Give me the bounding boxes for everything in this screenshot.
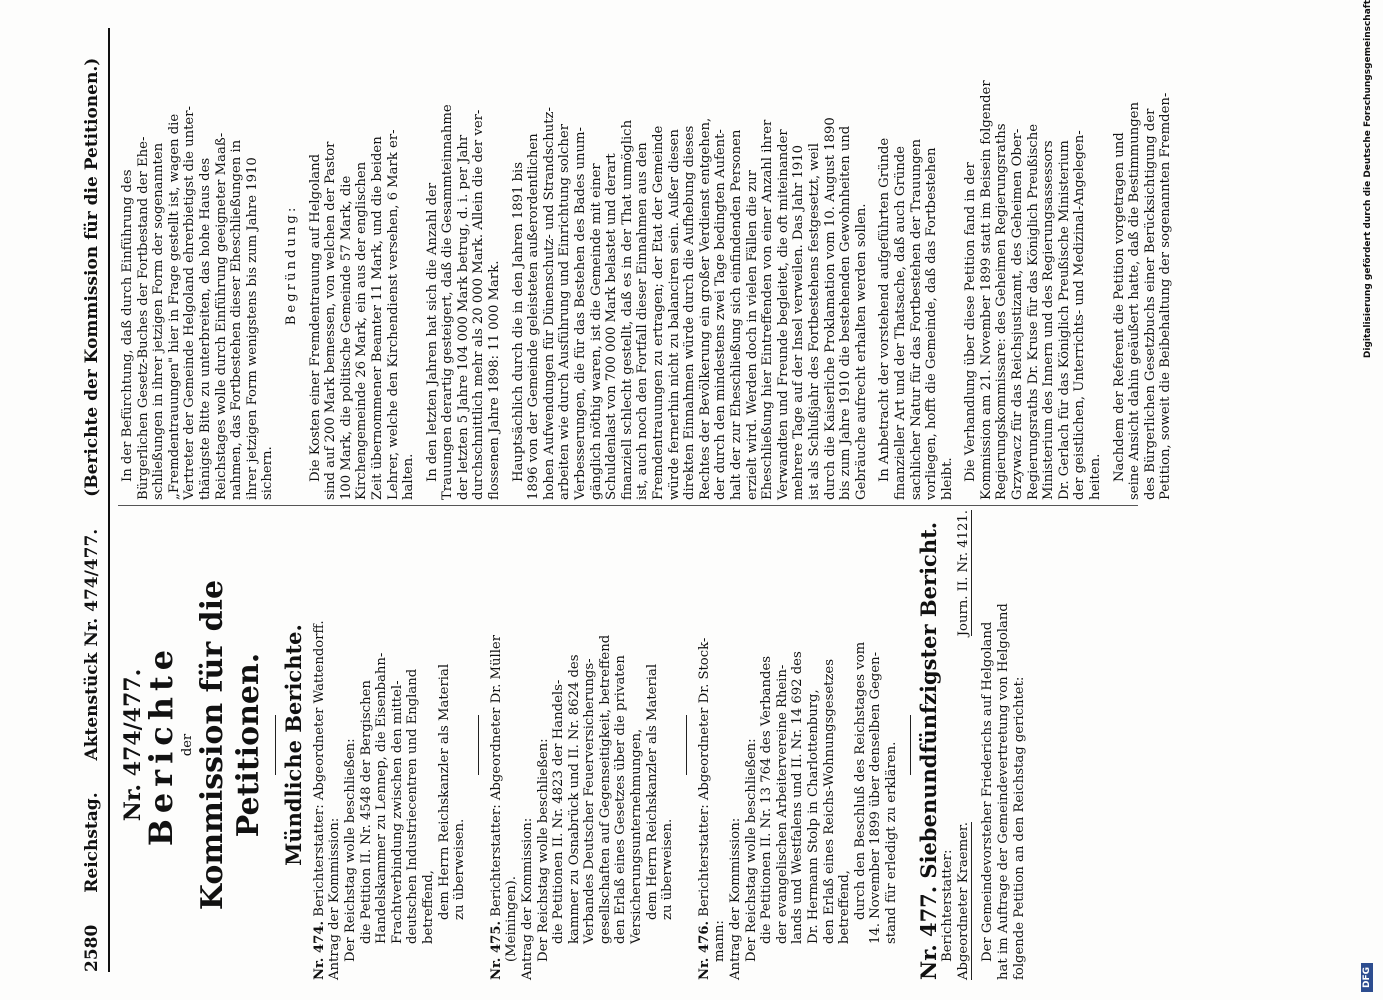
report-body xyxy=(327,510,467,980)
text-line: Verbesserungen, die für das Bestehen des Bades unum- xyxy=(573,127,589,500)
text-line: „Fremdentrauungen" hier in Frage gestellt ist, wagen die xyxy=(166,113,182,500)
text-line: hohen Aufwendungen für Dünenschutz- und Strandschutz- xyxy=(541,107,557,500)
text-line: sichern. xyxy=(260,446,276,500)
report-line: Versicherungsunternehmungen, xyxy=(629,728,645,944)
section-reference: (Berichte der Kommission für die Petitionen.) xyxy=(82,57,102,497)
page-number: 2580 xyxy=(82,924,102,972)
text-line: Petition, soweit die Beibehaltung der sogenannten Fremden- xyxy=(1158,92,1174,500)
text-line: gänglich nöthig waren, ist die Gemeinde mit einer xyxy=(588,163,604,500)
text-line: Reichstages wolle durch Einführung geeigneter Maaß- xyxy=(213,132,229,500)
report-line: kammer zu Osnabrück und II. Nr. 8624 des xyxy=(566,654,582,944)
report-body xyxy=(504,510,676,980)
report-line: Frachtverbindung zwischen den mittel- xyxy=(389,680,405,944)
text-line: arbeiten wie durch Ausführung und Einrichtung solcher xyxy=(557,124,573,500)
text-line: Grzywacz für das Reichsjustizamt, des Geheimen Ober- xyxy=(1010,128,1026,500)
text-line: 100 Mark, die politische Gemeinde 57 Mark, die xyxy=(338,175,354,500)
paragraph-hearing xyxy=(963,30,1103,500)
text-line: thänigste Bitte zu unterbreiten, das hohe Haus des xyxy=(197,157,213,500)
report-line: die Petitionen II. Nr. 13 764 des Verbandes xyxy=(759,655,775,944)
report-separator xyxy=(686,715,687,775)
text-line: mehrere Tage auf der Insel verweilen. Das Jahr 1910 xyxy=(791,145,807,500)
text-line: durch die Kaiserliche Proklamation vom 10. August 1890 xyxy=(822,117,838,500)
report-separator xyxy=(910,715,911,775)
document-reference: Aktenstück Nr. 474/477. xyxy=(82,528,102,761)
text-line: Zeit übernommener Beamter 11 Mark, und die beiden xyxy=(369,136,385,500)
text-line: Regierungsraths Dr. Kruse für das Königlich Preußische xyxy=(1025,123,1041,500)
title-commission: Kommission für die Petitionen. xyxy=(195,579,267,911)
report-line: gesellschaften auf Gegenseitigkeit, betreffend xyxy=(597,634,613,944)
reporter-line: Berichterstatter: Abgeordneter Wattendorff. xyxy=(311,620,327,917)
text-line: Verwandten und Freunde begleitet, die oft miteinander xyxy=(775,129,791,500)
title-berichte: Berichte xyxy=(141,643,180,847)
text-line: Die Verhandlung über diese Petition fand in der xyxy=(963,162,979,482)
text-line: sind auf 200 Mark bemessen, von welchen der Pastor xyxy=(323,141,339,500)
report-475 xyxy=(489,510,676,980)
report-line: dem Herrn Reichskanzler als Material xyxy=(644,663,660,920)
text-line: des Bürgerlichen Gesetzbuchs einer Berücksichtigung der xyxy=(1142,108,1158,500)
text-line: Schuldenlast von 700 000 Mark belastet und derart xyxy=(604,153,620,500)
report-line: betreffend, xyxy=(420,870,436,944)
text-line: ist, auch noch den Fortfall dieser Einnahmen aus den xyxy=(635,142,651,500)
report-477-heading: Nr. 477. Siebenundfünfzigster Bericht. xyxy=(915,521,941,980)
report-line: dem Herrn Reichskanzler als Material xyxy=(436,663,452,920)
paragraph-numbers xyxy=(425,30,503,500)
text-line: Kommission am 21. November 1899 statt im Beisein folgender xyxy=(978,80,994,500)
text-line: bleibt. xyxy=(939,457,955,500)
doc-number: Nr. 474/477. xyxy=(120,668,146,822)
report-line: Handelskammer zu Lennep, die Eisenbahn- xyxy=(374,652,390,944)
text-line: der durch den mindestens zwei Tage bedingten Aufent- xyxy=(713,129,729,500)
report-line: hat im Auftrage der Gemeindevertretung von Helgoland xyxy=(995,603,1011,980)
report-line: (Meiningen). xyxy=(504,876,520,962)
dfg-logo: DFG xyxy=(1361,963,1373,992)
report-number: Nr. 474. xyxy=(311,920,327,980)
column-divider xyxy=(118,505,1138,506)
report-number: Nr. 476. xyxy=(696,920,712,980)
text-line: Nachdem der Referent die Petition vorgetragen und xyxy=(1111,132,1127,482)
paragraph-costs xyxy=(308,30,417,500)
short-rule xyxy=(275,715,276,775)
report-line: Antrag der Kommission: xyxy=(327,817,343,980)
text-line: der geistlichen, Unterrichts- und Medizinal-Angelegen- xyxy=(1072,130,1088,500)
text-line: seine Ansicht dahin geäußert hatte, daß die Bestimmungen xyxy=(1127,102,1143,500)
report-line: stand für erledigt zu erklären. xyxy=(883,741,899,944)
report-line: deutschen Industriecentren und England xyxy=(405,668,421,944)
reporter-name: Abgeordneter Kraemer. xyxy=(955,822,971,980)
text-line: flossenen Jahre 1898: 11 000 Mark. xyxy=(487,260,503,500)
text-line: heiten. xyxy=(1088,453,1104,500)
report-line: Antrag der Kommission: xyxy=(519,817,535,980)
report-477 xyxy=(915,510,1028,980)
text-line: Trauungen derartig gesteigert, daß die Gesammteinnahme xyxy=(440,104,456,500)
text-line: halt der zur Eheschließung sich einfindenden Personen xyxy=(728,129,744,500)
report-477-body xyxy=(980,510,1027,980)
text-line: 1896 von der Gemeinde geleisteten außerordentlichen xyxy=(526,133,542,500)
text-line: In Anbetracht der vorstehend aufgeführten Gründe xyxy=(877,137,893,482)
report-line: 14. November 1899 über denselben Gegen- xyxy=(868,651,884,944)
report-line: betreffend, xyxy=(837,870,853,944)
right-column xyxy=(120,30,1182,500)
text-line: durchschnittlich mehr als 20 000 Mark. Allein die der ver- xyxy=(471,109,487,500)
paragraph-conclusion xyxy=(877,30,955,500)
text-line: bis zum Jahre 1910 die bestehenden Gewohnheiten und xyxy=(838,125,854,500)
report-line: durch den Beschluß des Reichstages vom xyxy=(852,641,868,920)
paragraph-referent xyxy=(1112,30,1174,500)
text-line: Lehrer, welche den Kirchendienst versehen, 6 Mark er- xyxy=(385,129,401,500)
title-der: der xyxy=(179,733,195,757)
report-line: der evangelischen Arbeitervereine Rhein- xyxy=(774,664,790,944)
report-line: lands und Westfalens und II. Nr. 14 692 des xyxy=(790,651,806,944)
text-line: Kirchengemeinde 26 Mark, ein aus der englischen xyxy=(354,161,370,500)
left-column xyxy=(120,510,1027,980)
text-line: sachlicher Natur für das Fortbestehen der Trauungen xyxy=(908,139,924,500)
text-line: direkten Einnahmen würde durch die Aufhebung dieses xyxy=(682,125,698,500)
text-line: Dr. Gerlach für das Königlich Preußische Ministerium xyxy=(1056,140,1072,500)
text-line: Fremdentrauungen zu ertragen; der Etat der Gemeinde xyxy=(651,125,666,500)
report-line: die Petitionen II. Nr. 4823 der Handels- xyxy=(551,679,567,944)
text-line: würde fernerhin nicht zu balanciren sein. Außer diesen xyxy=(666,129,682,500)
text-line: der letzten 5 Jahre 104 000 Mark betrug, d. i. per Jahr xyxy=(455,134,471,500)
header-rule xyxy=(108,28,110,972)
report-body xyxy=(712,510,899,980)
text-line: nahmen, das Fortbestehen dieser Eheschließungen in xyxy=(229,139,245,500)
running-header xyxy=(82,28,102,972)
digitization-note: Digitalisierung gefördert durch die Deutsche Forschungsgemeinschaft xyxy=(1363,0,1373,359)
text-line: erzielt wird. Werden doch in vielen Fällen die zur xyxy=(744,170,760,500)
text-line: Regierungskommissare: des Geheimen Regierungsraths xyxy=(994,123,1010,500)
report-separator xyxy=(478,715,479,775)
reporter-label: Berichterstatter: xyxy=(940,849,956,962)
text-line: ist als Schlußjahr des Fortbestehens festgesetzt, weil xyxy=(806,143,822,500)
report-line: Verbandes Deutscher Feuerversicherungs- xyxy=(582,658,598,944)
text-line: finanziell schlecht gestellt, daß es in der That unmöglich xyxy=(619,119,635,500)
text-line: schließungen in ihrer jetzigen Form der sogenannten xyxy=(151,142,167,500)
text-line: Bürgerlichen Gesetz-Buches der Fortbestand der Ehe- xyxy=(135,136,151,500)
report-line: Antrag der Kommission: xyxy=(728,817,744,980)
report-line: zu überweisen. xyxy=(452,818,468,920)
text-line: Hauptsächlich durch die in den Jahren 1891 bis xyxy=(510,161,526,482)
reporter-block xyxy=(940,510,972,980)
report-line: den Erlaß eines Gesetzes über die privaten xyxy=(613,655,629,944)
text-line: Eheschließung hier Eintreffenden von einer Anzahl ihrer xyxy=(760,119,776,500)
report-474 xyxy=(312,510,468,980)
text-line: halten. xyxy=(401,453,417,500)
text-line: Ministerium des Innern und des Regierungsassessors xyxy=(1041,140,1057,500)
report-476 xyxy=(697,510,900,980)
report-line: die Petition II. Nr. 4548 der Bergischen xyxy=(358,680,374,944)
report-line: Dr. Hermann Stolp in Charlottenburg, xyxy=(806,689,821,944)
text-line: vorliegen, hofft die Gemeinde, daß das Fortbestehen xyxy=(924,147,940,500)
text-line: Gebräuche aufrecht erhalten werden sollen. xyxy=(853,203,869,500)
reporter-line: Berichterstatter: Abgeordneter Dr. Stock- xyxy=(696,637,712,917)
report-line: zu überweisen. xyxy=(660,818,676,920)
section-heading: Mündliche Berichte. xyxy=(281,624,307,866)
report-line: mann: xyxy=(712,920,728,962)
journal-reference: Journ. II. Nr. 4121. xyxy=(955,510,971,637)
text-line: Vertreter der Gemeinde Helgoland ehrerbietigst die unter- xyxy=(182,106,198,500)
text-line: ihrer jetzigen Form wenigstens bis zum Jahre 1910 xyxy=(244,157,260,500)
text-line: finanzieller Art und der Thatsache, daß auch Gründe xyxy=(892,146,908,500)
petition-intro xyxy=(120,30,276,500)
paragraph-finances xyxy=(511,30,870,500)
text-line: In den letzten Jahren hat sich die Anzahl der xyxy=(424,182,440,482)
institution-label: Reichstag. xyxy=(82,792,102,893)
report-line: folgende Petition an den Reichstag gerichtet: xyxy=(1011,676,1027,980)
text-line: Die Kosten einer Fremdentrauung auf Helgoland xyxy=(307,153,323,482)
reporter-line: Berichterstatter: Abgeordneter Dr. Müller xyxy=(488,634,504,917)
report-line: Der Reichstag wolle beschließen: xyxy=(342,738,358,962)
report-line: Der Reichstag wolle beschließen: xyxy=(743,738,759,962)
begruendung-heading: Begründung: xyxy=(283,204,299,326)
text-line: Rechtes der Bevölkerung ein großer Verdienst entgehen, xyxy=(697,117,713,500)
report-line: den Erlaß eines Reichs-Wohnungsgesetzes xyxy=(821,659,837,944)
report-line: Der Reichstag wolle beschließen: xyxy=(535,738,551,962)
report-line: Der Gemeindevorsteher Friederichs auf Helgoland xyxy=(980,621,996,962)
text-line: In der Befürchtung, daß durch Einführung des xyxy=(120,169,135,482)
report-number: Nr. 475. xyxy=(488,920,504,980)
